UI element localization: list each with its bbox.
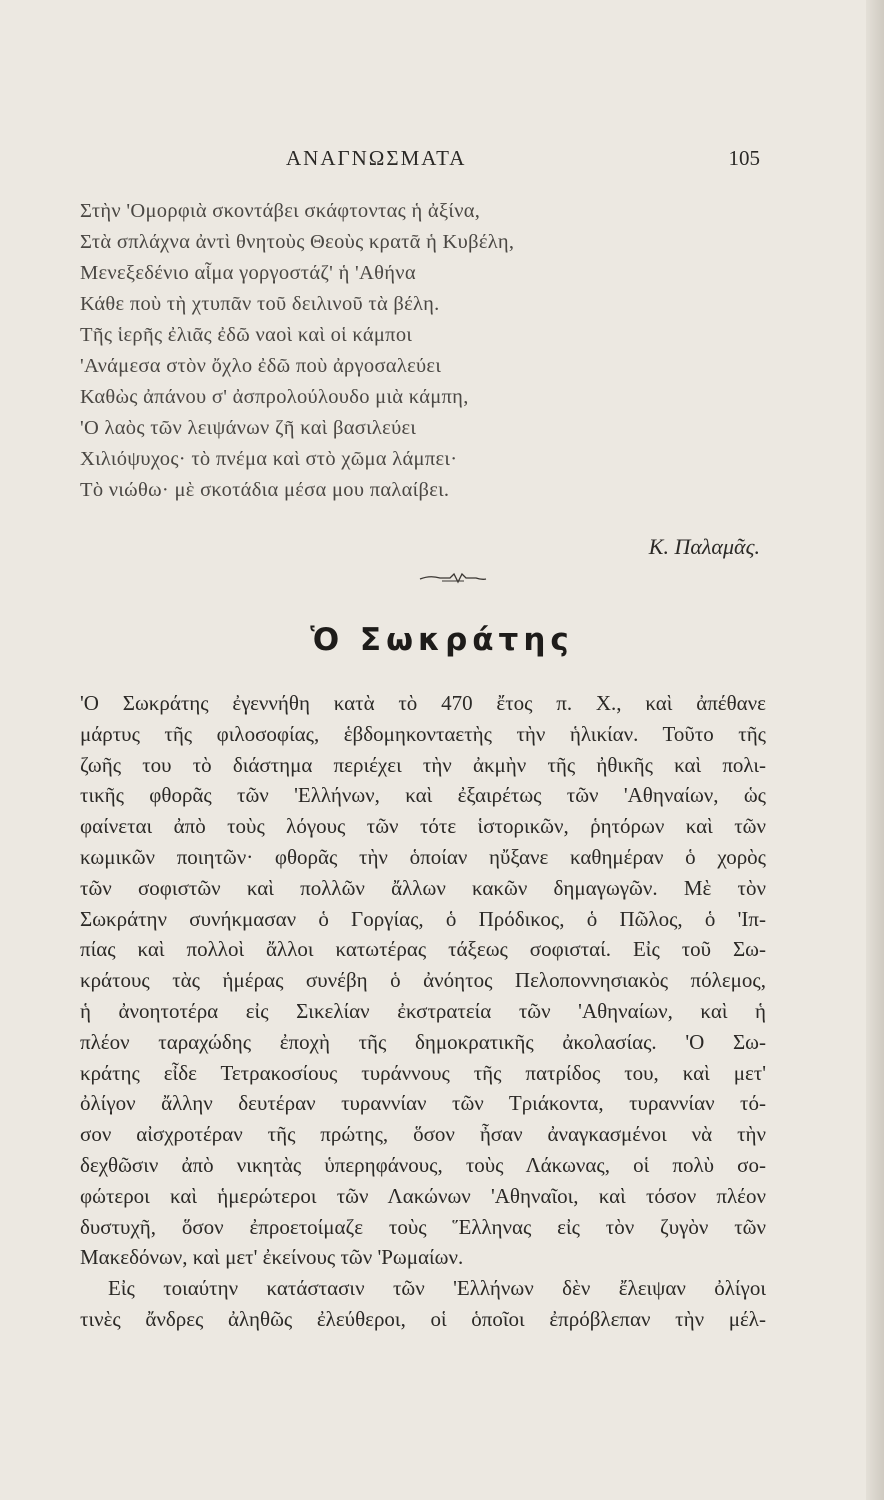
- poem-line: Τῆς ἱερῆς ἐλιᾶς ἐδῶ ναοὶ καὶ οἱ κάμποι: [80, 324, 413, 346]
- text-line: δυστυχῆ, ὅσον ἐπροετοίμαζε τοὺς Ἕλληνας εἰς τὸν ζυγὸν τῶν: [80, 1214, 766, 1239]
- text-line: σον αἰσχροτέραν τῆς πρώτης, ὅσον ἦσαν ἀναγκασμένοι νὰ τὴν: [80, 1122, 766, 1147]
- text-line: τινὲς ἄνδρες ἀληθῶς ἐλεύθεροι, οἱ ὁποῖοι ἐπρόβλεπαν τὴν μέλ-: [80, 1306, 766, 1331]
- text-line: πλέον ταραχώδης ἐποχὴ τῆς δημοκρατικῆς ἀκολασίας. 'Ο Σω-: [80, 1029, 766, 1054]
- poem-signature: Κ. Παλαμᾶς.: [648, 534, 760, 559]
- text-line: κωμικῶν ποιητῶν· φθορᾶς τὴν ὁποίαν ηὔξανε καθημέραν ὁ χορὸς: [80, 844, 766, 869]
- text-line: ἡ ἀνοητοτέρα εἰς Σικελίαν ἐκστρατεία τῶν 'Αθηναίων, καὶ ἡ: [80, 998, 766, 1023]
- text-line: φώτεροι καὶ ἡμερώτεροι τῶν Λακώνων 'Αθηναῖοι, καὶ τόσον πλέον: [80, 1183, 766, 1208]
- text-line: ὀλίγον ἄλλην δευτέραν τυραννίαν τῶν Τριάκοντα, τυραννίαν τό-: [80, 1091, 766, 1116]
- poem-line: Χιλιόψυχος· τὸ πνέμα καὶ στὸ χῶμα λάμπει·: [80, 448, 458, 470]
- text-line: κράτους τὰς ἡμέρας συνέβη ὁ ἀνόητος Πελοποννησιακὸς πόλεμος,: [80, 968, 766, 993]
- text-line: τικῆς φθορᾶς τῶν 'Ελλήνων, καὶ ἐξαιρέτως τῶν 'Αθηναίων, ὡς: [80, 783, 766, 808]
- poem-line: Τὸ νιώθω· μὲ σκοτάδια μέσα μου παλαίβει.: [80, 479, 450, 501]
- text-line: τῶν σοφιστῶν καὶ πολλῶν ἄλλων κακῶν δημαγωγῶν. Μὲ τὸν: [80, 875, 766, 900]
- page-number: 105: [728, 146, 760, 170]
- page-header: [80, 146, 760, 176]
- poem-line: Στὰ σπλάχνα ἀντὶ θνητοὺς Θεοὺς κρατᾶ ἡ Κυβέλη,: [80, 231, 515, 253]
- ornament-divider-icon: [418, 568, 488, 588]
- text-line: φαίνεται ἀπὸ τοὺς λόγους τῶν τότε ἱστορικῶν, ῥητόρων καὶ τῶν: [80, 814, 766, 839]
- poem-line: 'Ο λαὸς τῶν λειψάνων ζῆ καὶ βασιλεύει: [80, 417, 417, 439]
- poem-line: Στὴν 'Ομορφιὰ σκοντάβει σκάφτοντας ἡ ἀξίνα,: [80, 200, 481, 222]
- page-edge-shadow: [866, 0, 884, 1500]
- text-line: κράτης εἶδε Τετρακοσίους τυράννους τῆς πατρίδος του, καὶ μετ': [80, 1060, 766, 1085]
- poem-line: Κάθε ποὺ τὴ χτυπᾶν τοῦ δειλινοῦ τὰ βέλη.: [80, 293, 440, 315]
- text-line: μάρτυς τῆς φιλοσοφίας, ἑβδομηκονταετὴς τὴν ἡλικίαν. Τοῦτο τῆς: [80, 721, 766, 746]
- text-line: Σωκράτην συνήκμασαν ὁ Γοργίας, ὁ Πρόδικος, ὁ Πῶλος, ὁ 'Ιπ-: [80, 906, 766, 931]
- poem-line: Μενεξεδένιο αἷμα γοργοστάζ' ἡ 'Αθήνα: [80, 262, 416, 284]
- running-head: ΑΝΑΓΝΩΣΜΑΤΑ: [286, 146, 467, 170]
- poem-stanza: [80, 196, 760, 506]
- body-text: [80, 688, 766, 1335]
- text-line: ζωῆς του τὸ διάστημα περιέχει τὴν ἀκμὴν τῆς ἠθικῆς καὶ πολι-: [80, 752, 766, 777]
- section-title: Ὁ Σωκράτης: [310, 622, 574, 658]
- text-line: πίας καὶ πολλοὶ ἄλλοι κατωτέρας τάξεως σοφισταί. Εἰς τοῦ Σω-: [80, 937, 766, 962]
- text-line: Εἰς τοιαύτην κατάστασιν τῶν 'Ελλήνων δὲν ἔλειψαν ὀλίγοι: [108, 1276, 766, 1301]
- poem-line: Καθὼς ἀπάνου σ' ἀσπρολούλουδο μιὰ κάμπη,: [80, 386, 469, 408]
- text-line: δεχθῶσιν ἀπὸ νικητὰς ὑπερηφάνους, τοὺς Λάκωνας, οἱ πολὺ σο-: [80, 1152, 766, 1177]
- text-line: Μακεδόνων, καὶ μετ' ἐκείνους τῶν 'Ρωμαίων.: [80, 1245, 464, 1270]
- text-line: 'Ο Σωκράτης ἐγεννήθη κατὰ τὸ 470 ἔτος π. Χ., καὶ ἀπέθανε: [80, 691, 766, 715]
- poem-line: 'Ανάμεσα στὸν ὄχλο ἐδῶ ποὺ ἀργοσαλεύει: [80, 355, 442, 377]
